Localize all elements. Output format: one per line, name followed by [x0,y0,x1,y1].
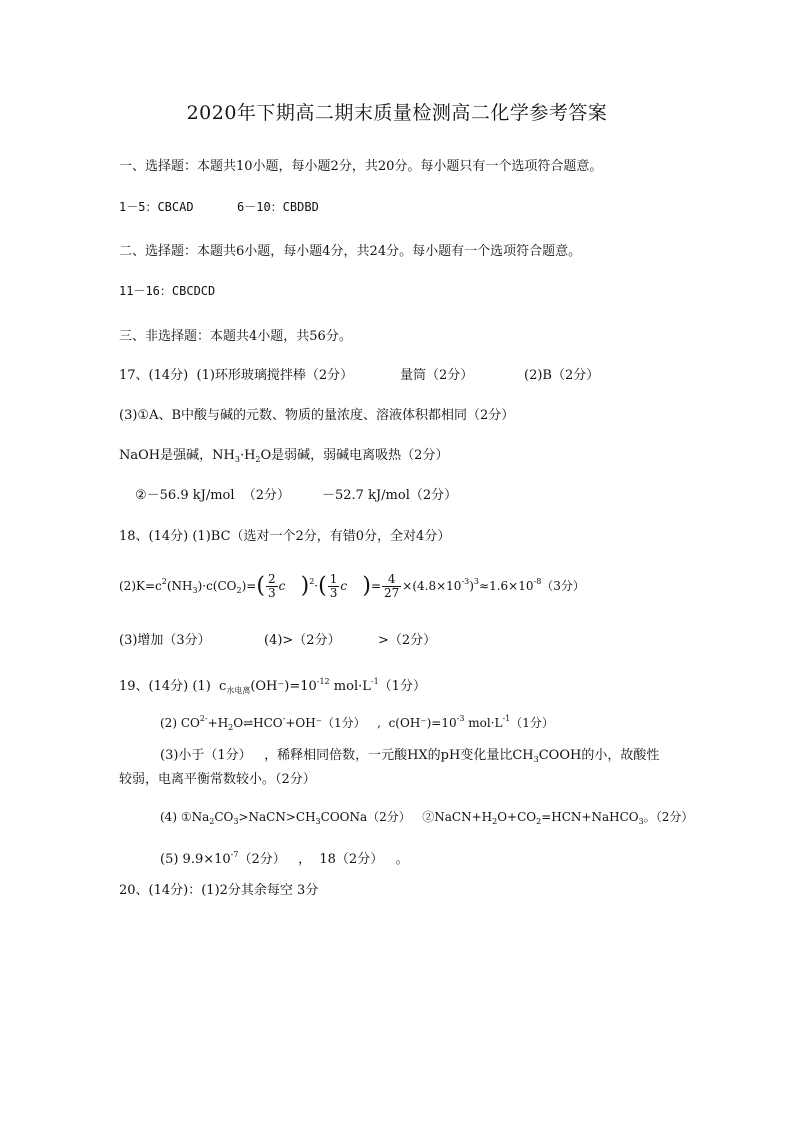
q18-part4b: >（2分） [378,633,437,648]
q19-part5: (5) $9.9\times 10^{-7}(2$分） ， 18（2分） 。 [160,850,409,867]
q17-part1: 17、(14分) (1)环形玻璃搅拌棒（2分） [119,368,354,383]
q17-part3-reason: NaOH是强碱，$NH_3\cdot H_2O$是弱碱，弱碱电离吸热（2分） [119,448,449,464]
q17-part2: (2)B（2分） [524,368,600,383]
q18-part4a: (4)>（2分） [264,633,341,648]
q17-measuring-cylinder: 量筒（2分） [400,368,474,383]
section1-header: 一、选择题：本题共10小题，每小题2分，共20分。每小题只有一个选项符合题意。 [119,159,603,174]
answers-1-5: 1－5：CBCAD [119,200,194,214]
answers-11-16: 11－16：CBCDCD [119,284,216,298]
q19-part4: (4) $①Na_2CO_3>NaCN>CH_3COONa(2$分） $②NaCN+H_2O+CO_2=HCN+NaHCO_3$。（2分） [160,810,694,826]
q19-part3-line1: (3)小于（1分） ，稀释相同倍数，一元酸HX的pH变化量比$CH_3COOH$的小，故酸性 [160,748,660,764]
q19-part2: (2) $CO^{2-}+H_2O\rightleftharpoons HCO^-+OH^-(1$分） , $c(OH^-)=10^{-3}$ $mol\cdot L^{-1}(1$分） [160,714,554,732]
answers-6-10: 6－10：CBDBD [237,200,319,214]
q18-part1: 18、(14分) (1)BC（选对一个2分，有错0分，全对4分） [119,529,451,544]
section3-header: 三、非选择题：本题共4小题，共56分。 [119,329,352,344]
q19-part3-line2: 较弱，电离平衡常数较小。（2分） [119,772,316,787]
section2-header: 二、选择题：本题共6小题，每小题4分，共24分。每小题有一个选项符合题意。 [119,244,582,259]
q19-part1: 19、(14分) (1) $c_{水电离}(OH^-)=10^{-12}$ $mol\cdot L^{-1}(1$分） [119,677,426,695]
page-title: 2020年下期高二期末质量检测高二化学参考答案 [186,102,608,124]
q17-part3-2b: －52.7 kJ/mol（2分） [322,488,458,503]
q17-part3-2a: ②－56.9 kJ/mol （2分） [135,488,291,503]
q17-part3-1: (3)①A、B中酸与碱的元数、物质的量浓度、溶液体积都相同（2分） [119,408,515,423]
q20-part1: 20、(14分)：(1)2分其余每空 3分 [119,883,319,898]
q18-equilibrium-constant: $(2)K=c^2(NH_3)\cdot c(CO_2)=$( $\frac{2}{3}$ c )$^2$·( $\frac{1}{3}$ c )= $\frac{4}{27}$ $\times(4.8\times 10^{-3})^3\approx 1.6\times 10^{-8}(3$分） [119,572,585,600]
q18-part3: (3)增加（3分） [119,633,211,648]
